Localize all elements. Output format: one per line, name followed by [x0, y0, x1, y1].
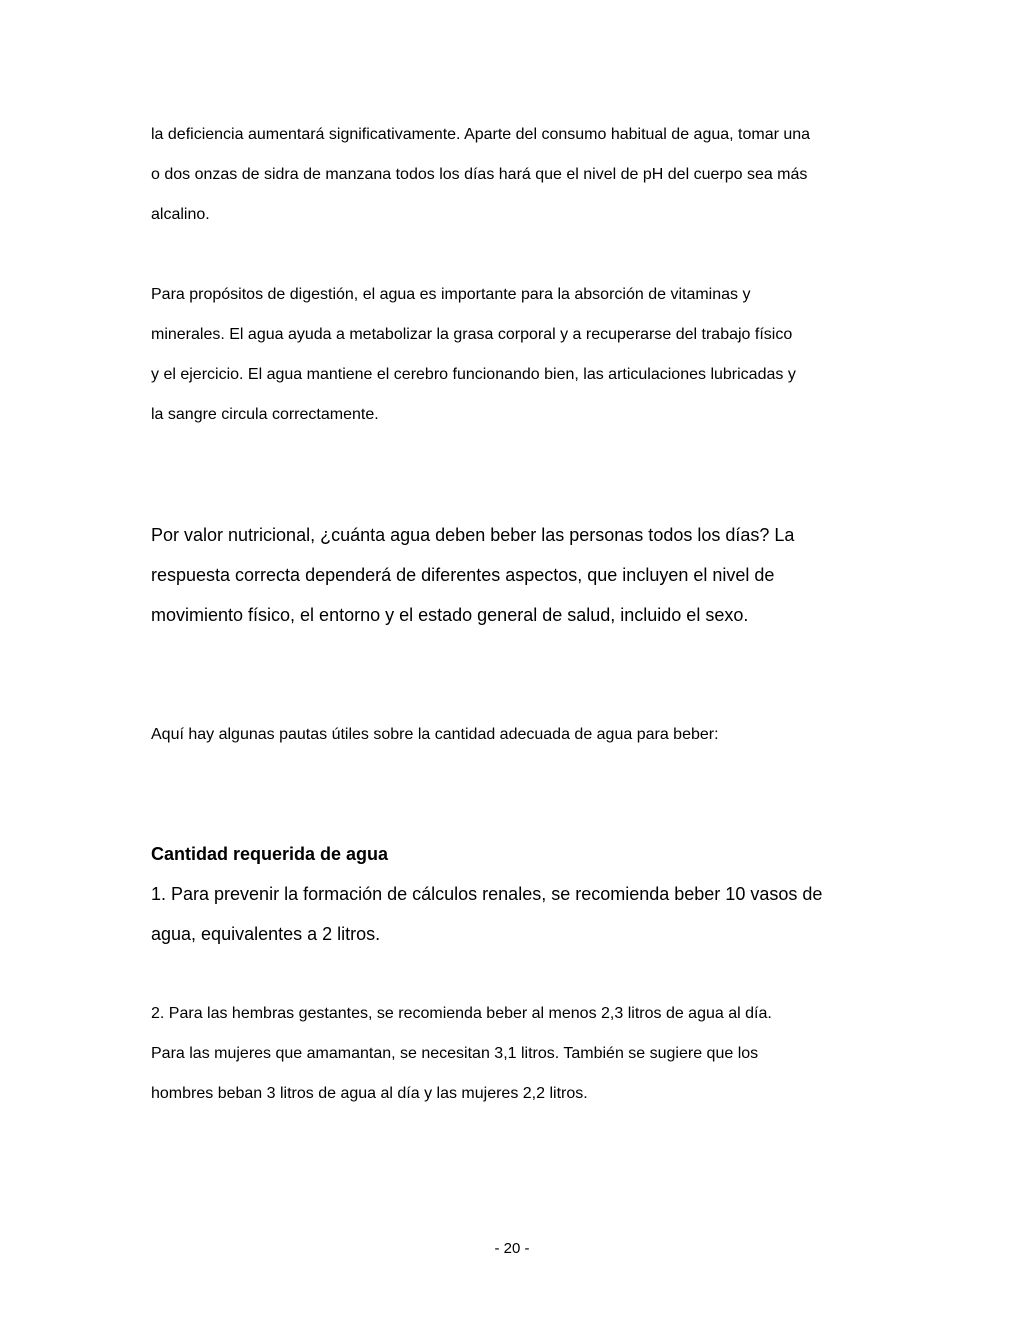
paragraph-line: minerales. El agua ayuda a metabolizar la grasa corporal y a recuperarse del trabajo físico — [151, 326, 793, 343]
list-item-line: hombres beban 3 litros de agua al día y las mujeres 2,2 litros. — [151, 1085, 588, 1102]
page-number: - 20 - — [494, 1240, 530, 1257]
paragraph-line: y el ejercicio. El agua mantiene el cerebro funcionando bien, las articulaciones lubricadas y — [151, 366, 796, 383]
list-item-line: agua, equivalentes a 2 litros. — [151, 924, 381, 944]
section-heading: Cantidad requerida de agua — [151, 844, 389, 864]
paragraph-line: la deficiencia aumentará significativamente. Aparte del consumo habitual de agua, tomar una — [151, 126, 811, 143]
paragraph-line: Para propósitos de digestión, el agua es importante para la absorción de vitaminas y — [151, 286, 751, 303]
list-item-line: 1. Para prevenir la formación de cálculos renales, se recomienda beber 10 vasos de — [151, 884, 823, 904]
paragraph-line: alcalino. — [151, 206, 210, 223]
list-item-line: 2. Para las hembras gestantes, se recomienda beber al menos 2,3 litros de agua al día. — [151, 1005, 772, 1022]
paragraph-line: Por valor nutricional, ¿cuánta agua deben beber las personas todos los días? La — [151, 525, 795, 545]
paragraph-line: Aquí hay algunas pautas útiles sobre la cantidad adecuada de agua para beber: — [151, 726, 719, 743]
paragraph-line: movimiento físico, el entorno y el estado general de salud, incluido el sexo. — [151, 605, 749, 625]
paragraph-line: respuesta correcta dependerá de diferentes aspectos, que incluyen el nivel de — [151, 565, 775, 585]
list-item-line: Para las mujeres que amamantan, se necesitan 3,1 litros. También se sugiere que los — [151, 1045, 759, 1062]
paragraph-line: o dos onzas de sidra de manzana todos los días hará que el nivel de pH del cuerpo sea más — [151, 166, 808, 183]
paragraph-line: la sangre circula correctamente. — [151, 406, 379, 423]
